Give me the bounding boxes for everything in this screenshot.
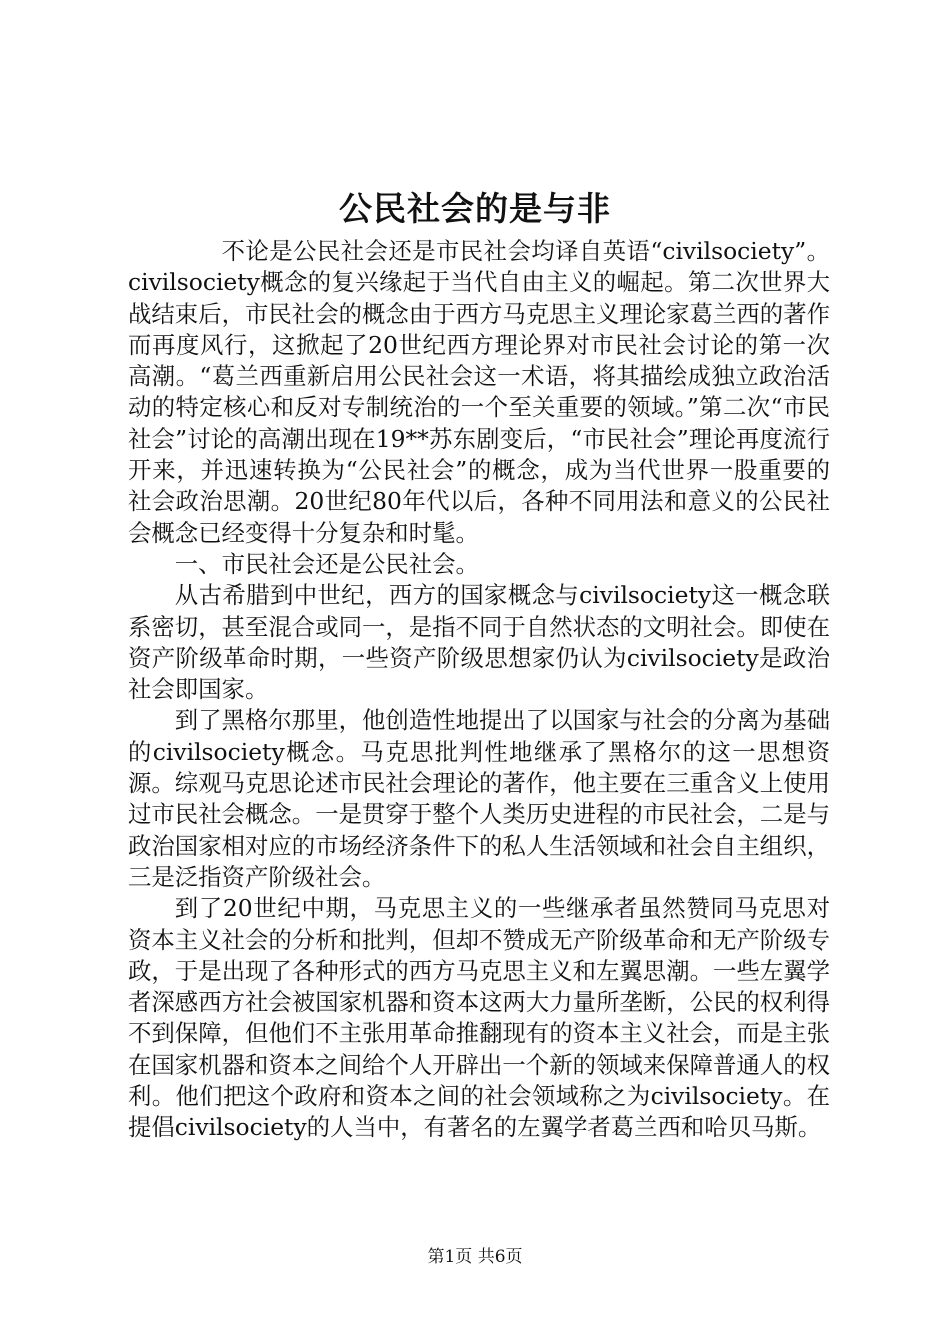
section-heading: 一、市民社会还是公民社会。	[174, 549, 479, 578]
paragraph-modern: 到了20世纪中期，马克思主义的一些继承者虽然赞同马克思对资本主义社会的分析和批判，但却不赞成无产阶级革命和无产阶级专政，于是出现了各种形式的西方马克思主义和左翼思潮。一些左翼学者深感西方社会被国家机器和资本这两大力量所垄断，公民的权利得不到保障，但他们不主张用革命推翻现有的资本主义社会，而是主张在国家机器和资本之间给个人开辟出一个新的领域来保障普通人的权利。他们把这个政府和资本之间的社会领域称之为civilsociety。在提倡civilsociety的人当中，有著名的左翼学者葛兰西和哈贝马斯。	[128, 894, 830, 1142]
document-title: 公民社会的是与非	[339, 189, 611, 228]
paragraph-intro: 不论是公民社会还是市民社会均译自英语“civilsociety”。civilsociety概念的复兴缘起于当代自由主义的崛起。第二次世界大战结束后，市民社会的概念由于西方马克思主义理论家葛兰西的著作而再度风行，这掀起了20世纪西方理论界对市民社会讨论的第一次高潮。“葛兰西重新启用公民社会这一术语，将其描绘成独立政治活动的特定核心和反对专制统治的一个至关重要的领域。”第二次“市民社会”讨论的高潮出现在19**苏东剧变后，“市民社会”理论再度流行开来，并迅速转换为“公民社会”的概念，成为当代世界一股重要的社会政治思潮。20世纪80年代以后，各种不同用法和意义的公民社会概念已经变得十分复杂和时髦。	[128, 237, 830, 547]
page-footer: 第1页 共6页	[427, 1247, 523, 1267]
paragraph-hegel: 到了黑格尔那里，他创造性地提出了以国家与社会的分离为基础的civilsociety概念。马克思批判性地继承了黑格尔的这一思想资源。综观马克思论述市民社会理论的著作，他主要在三重含义上使用过市民社会概念。一是贯穿于整个人类历史进程的市民社会，二是与政治国家相对应的市场经济条件下的私人生活领域和社会自主组织，三是泛指资产阶级社会。	[128, 706, 830, 891]
paragraph-ancient: 从古希腊到中世纪，西方的国家概念与civilsociety这一概念联系密切，甚至混合或同一，是指不同于自然状态的文明社会。即使在资产阶级革命时期，一些资产阶级思想家仍认为civilsociety是政治社会即国家。	[128, 581, 830, 704]
document-body	[128, 236, 830, 1144]
